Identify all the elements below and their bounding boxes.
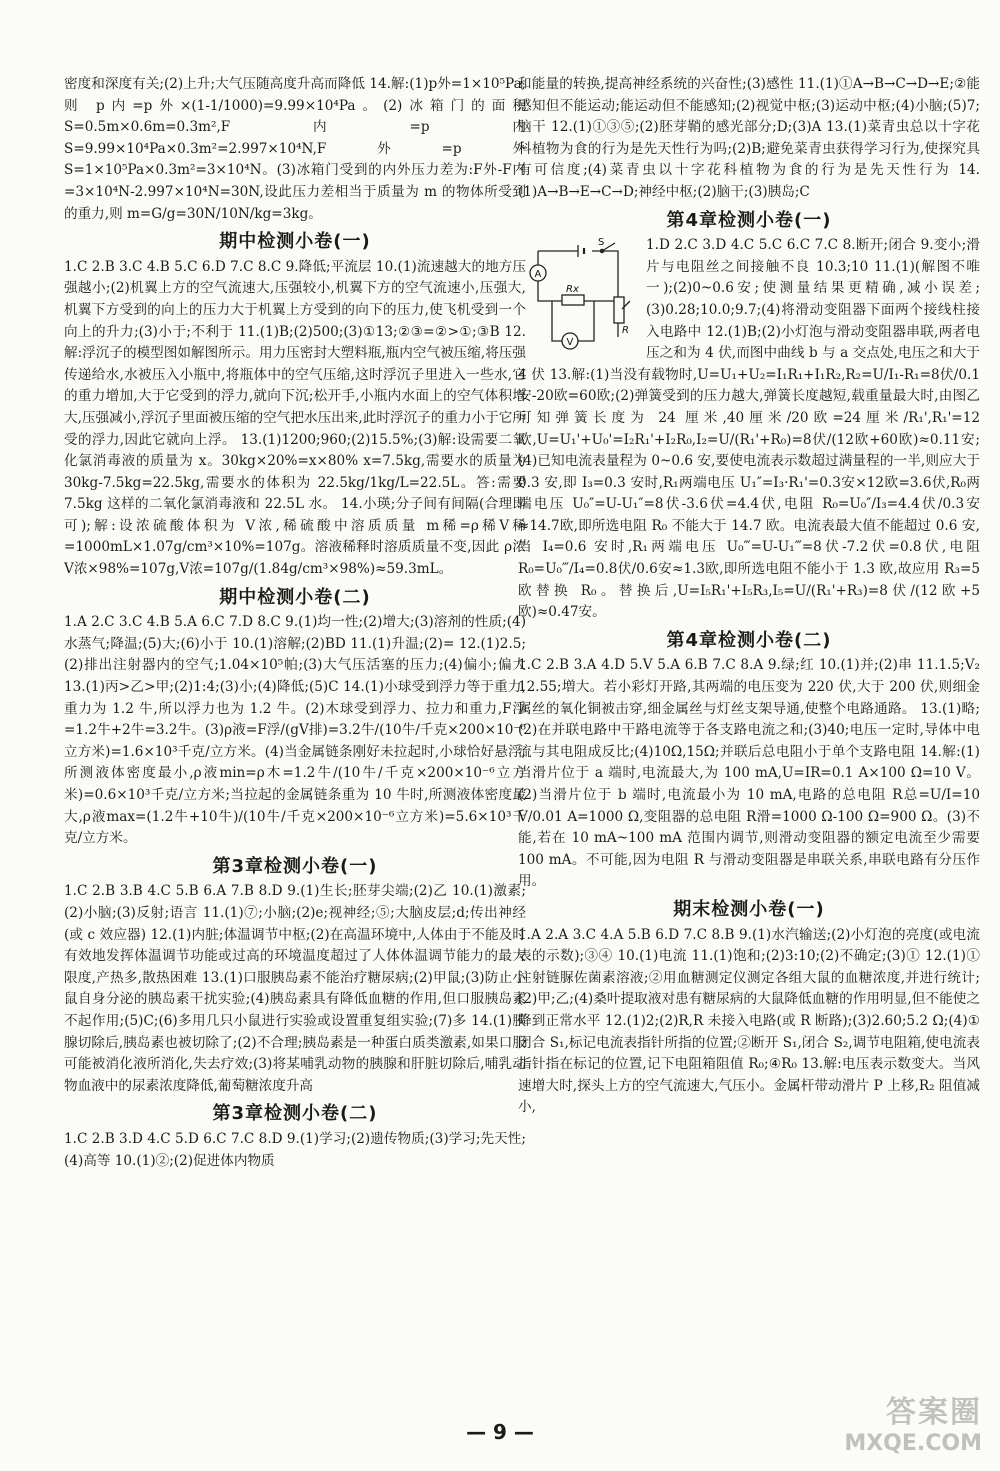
section-title: 第3章检测小卷(二) [212,1103,378,1125]
section-title: 期中检测小卷(二) [219,586,371,608]
answer-text: 1.D 2.C 3.D 4.C 5.C 6.C 7.C 8.断开;闭合 9.变小;滑片与电阻丝之间接触不良 10.3;10 11.(1)(解图不唯一);(2)0~0.6安;使测量结果更精确,减小误差;(3)0.28;10.0;9.7;(4)将滑动变阻器下面两个接线柱接入电路中 12.(1)B;(2)小灯泡与滑动变阻器串联,两者电压之和为 4 伏,而图中曲线 b 与 a 交点处,电压之和大于 4 伏 13.解:(1)当没有载物时,U=U₁+U₂=I₁R₁+I₁R₂,R₂=U/I₁-R₁=8伏/0.1安-20欧=60欧;(2)弹簧受到的压力越大,弹簧长度越短,载重量最大时,由图乙可知弹簧长度为 24 厘米,40厘米/20欧=24厘米/R₁',R₁'=12欧,U=U₁'+U₀'=I₂R₁'+I₂R₀,I₂=U/(R₁'+R₀)=8伏/(12欧+60欧)≈0.11安;(4)已知电流表量程为 0~0.6 安,要使电流表示数超过满量程的一半,则应大于 0.3 安,即 I₃=0.3 安时,R₁两端电压 U₁″=I₃·R₁'=0.3安×12欧=3.6伏,R₀两端电压 U₀″=U-U₁″=8伏-3.6伏=4.4伏,电阻 R₀=U₀″/I₃=4.4伏/0.3安≈14.7欧,即所选电阻 R₀ 不能大于 14.7 欧。电流表最大值不能超过 0.6 安,当 I₄=0.6 安时,R₁两端电压 U₀‴=U-U₁‴=8伏-7.2伏=0.8伏,电阻 R₀=U₀‴/I₄=0.8伏/0.6安≈1.3欧,即所选电阻不能小于 1.3 欧,故应用 R₃=5 欧替换 R₀。替换后,U=I₅R₁'+I₅R₃,I₅=U/(R₁'+R₃)=8伏/(12欧+5欧)≈0.47安。 [518,237,980,621]
section-title: 期中检测小卷(一) [219,231,371,253]
answer-paragraph: 1.A 2.A 3.C 4.A 5.B 6.D 7.C 8.B 9.(1)水汽输送;(2)小灯泡的亮度(或电流表的示数);③④ 10.(1)电流 11.(1)饱和;(2)3:10;(2)不确定;(3)① 12.(1)①注射链脲佐菌素溶液;②用血糖测定仪测定各组大鼠的血糖浓度,并进行统计;(2)甲;乙;(4)桑叶提取液对患有糖尿病的大鼠降低血糖的作用明显,但不能使之降到正常水平 12.(1)2;(2)R,R 未接入电路(或 R 断路);(3)2.60;5.2 Ω;(4)①闭合 S₁,标记电流表指针所指的位置;②断开 S₁,闭合 S₂,调节电阻箱,使电流表指针指在标记的位置,记下电阻箱阻值 R₀;④R₀ 13.解:电压表示数变大。当风速增大时,探头上方的空气流速大,气压小。金属杆带动滑片 P 上移,R₂ 阻值减小, [518,926,980,1116]
page-number: — 9 — [466,1420,534,1444]
circuit-label-switch: S [598,237,605,249]
answer-paragraph: 1.C 2.B 3.C 4.B 5.C 6.D 7.C 8.C 9.降低;平流层 10.(1)流速越大的地方压强越小;(2)机翼上方的空气流速大,压强较小,机翼下方的空气流速小,压强大,机翼下方受到的向上的压力大于机翼上方受到的向下的压力,使飞机受到一个向上的升力;(3)小于;不利于 11.(1)B;(2)500;(3)①13;②③=②>①;③B 12.解:浮沉子的模型图如解图所示。用力压密封大塑料瓶,瓶内空气被压缩,将压强传递给水,水被压入小瓶中,将瓶体中的空气压缩,这时浮沉子里进入一些水,它的重力增加,大于它受到的浮力,就向下沉;松开手,小瓶内水面上的空气体积增大,压强减小,浮沉子里面被压缩的空气把水压出来,此时浮沉子的重力小于它所受的浮力,因此它就向上浮。 13.(1)1200;960;(2)15.5%;(3)解:设需要二氧化氯消毒液的质量为 x。30kg×20%=x×80% x=7.5kg,需要水的质量为 30kg-7.5kg=22.5kg,需要水的体积为 22.5kg/1kg/L=22.5L。答:需要 7.5kg 这样的二氧化氯消毒液和 22.5L 水。 14.小瑛;分子间有间隔(合理即可);解:设浓硫酸体积为 V浓,稀硫酸中溶质质量 m稀=ρ稀V稀=1000mL×1.07g/cm³×10%=107g。溶液稀释时溶质质量不变,因此 ρ浓V浓×98%=107g,V浓=107g/(1.84g/cm³×98%)≈59.3mL。 [64,258,526,578]
answer-paragraph: 1.C 2.B 3.D 4.C 5.D 6.C 7.C 8.D 9.(1)学习;(2)遗传物质;(3)学习;先天性;(4)高等 10.(1)②;(2)促进体内物质 [64,1130,526,1169]
circuit-label-voltmeter: V [566,337,574,349]
circuit-label-rheostat: R [622,325,629,337]
circuit-label-rx: Rx [566,284,579,296]
watermark-logo [772,1387,982,1457]
answer-paragraph [518,235,980,624]
right-column [518,74,980,1119]
section-title: 第4章检测小卷(二) [666,629,832,651]
answer-paragraph: 1.C 2.B 3.B 4.C 5.B 6.A 7.B 8.D 9.(1)生长;胚芽尖端;(2)乙 10.(1)激素;(2)小脑;(3)反射;语言 11.(1)⑦;小脑;(2)e;视神经;⑤;大脑皮层;d;传出神经(或 c 效应器) 12.(1)内脏;体温调节中枢;(2)在高温环境中,人体由于不能及时有效地发挥体温调节功能或过高的环境温度超过了人体体温调节能力的最大限度,产热多,散热困难 13.(1)口服胰岛素不能治疗糖尿病;(2)甲鼠;(3)防止小鼠自身分泌的胰岛素干扰实验;(4)胰岛素具有降低血糖的作用,但口服胰岛素不起作用;(5)C;(6)多用几只小鼠进行实验或设置重复组实验;(7)多 14.(1)胰腺切除后,胰岛素也被切除了;(2)不合理;胰岛素是一种蛋白质类激素,如果口服可能被消化液所消化,失去疗效;(3)将某哺乳动物的胰腺和肝脏切除后,哺乳动物血液中的尿素浓度降低,葡萄糖浓度升高 [64,883,526,1094]
section-title: 第3章检测小卷(一) [212,855,378,877]
section-title: 期末检测小卷(一) [673,898,825,920]
answer-paragraph: 1.A 2.C 3.C 4.B 5.A 6.C 7.D 8.C 9.(1)均一性;(2)增大;(3)溶剂的性质;(4)水蒸气;降温;(5)大;(6)小于 10.(1)溶解;(2)BD 11.(1)升温;(2)= 12.(1)2.5;(2)排出注射器内的空气;1.04×10⁵帕;(3)大气压活塞的压力;(4)偏小;偏大 13.(1)丙>乙>甲;(2)1:4;(3)小;(4)降低;(5)C 14.(1)小球受到浮力等于重力,重力为 1.2 牛,所以浮力也为 1.2 牛。(2)木球受到浮力、拉力和重力,F浮=1.2牛+2牛=3.2牛。(3)ρ液=F浮/(gV排)=3.2牛/(10牛/千克×200×10⁻⁶立方米)=1.6×10³千克/立方米。(4)当金属链条刚好未拉起时,小球恰好悬浮,所测液体密度最小,ρ液min=ρ木=1.2牛/(10牛/千克×200×10⁻⁶立方米)=0.6×10³千克/立方米;当拉起的金属链条重为 10 牛时,所测液体密度最大,ρ液max=(1.2牛+10牛)/(10牛/千克×200×10⁻⁶立方米)=5.6×10³千克/立方米。 [64,614,526,847]
circuit-label-ammeter: A [534,269,542,281]
answer-paragraph: 和能量的转换,提高神经系统的兴奋性;(3)感性 11.(1)①A→B→C→D→E;②能感知但不能运动;能运动但不能感知;(2)视觉中枢;(3)运动中枢;(4)小脑;(5)7;脑干 12.(1)①③⑤;(2)胚芽鞘的感光部分;D;(3)A 13.(1)菜青虫总以十字花科植物为食的行为是先天性行为吗;(2)B;避免菜青虫获得学习行为,使探究具有可信度;(4)菜青虫以十字花科植物为食的行为是先天性行为 14.(1)A→B→E→C→D;神经中枢;(2)脑干;(3)胰岛;C [518,76,980,200]
circuit-diagram [518,237,636,357]
watermark-line2: MXQE.COM [844,1431,982,1456]
watermark-line1: 答案圈 [886,1395,982,1430]
answer-paragraph: 密度和深度有关;(2)上升;大气压随高度升高而降低 14.解:(1)p外=1×10⁵Pa,则 p内=p外×(1-1/1000)=9.99×10⁴Pa。(2)冰箱门的面积 S=0.5m×0.6m=0.3m²,F内=p内S=9.99×10⁴Pa×0.3m²=2.997×10⁴N,F外=p外S=1×10⁵Pa×0.3m²=3×10⁴N。(3)冰箱门受到的内外压力差为:F外-F内=3×10⁴N-2.997×10⁴N=30N,设此压力差相当于质量为 m 的物体所受到的重力,则 m=G/g=30N/10N/kg=3kg。 [64,76,526,222]
answer-paragraph: 1.C 2.B 3.A 4.D 5.V 5.A 6.B 7.C 8.A 9.绿;红 10.(1)并;(2)串 11.1.5;V₂ 12.55;増大。若小彩灯开路,其两端的电压变为 220 伏,大于 200 伏,则细金属丝的氧化铜被击穿,细金属丝与灯丝支架导通,使整个电路通路。 13.(1)略;(2)在并联电路中干路电流等于各支路电流之和;(3)40;电压一定时,导体中电流与其电阻成反比;(4)10Ω,15Ω;并联后总电阻小于单个支路电阻 14.解:(1)当滑片位于 a 端时,电流最大,为 100 mA,U=IR=0.1 A×100 Ω=10 V。(2)当滑片位于 b 端时,电流最小为 10 mA,电路的总电阻 R总=U/I=10 V/0.01 A=1000 Ω,变阻器的总电阻 R滑=1000 Ω-100 Ω=900 Ω。(3)不能,若在 10 mA~100 mA 范围内调节,则滑动变阻器的额定电流至少需要 100 mA。不可能,因为电阻 R 与滑动变阻器是串联关系,串联电路有分压作用。 [518,657,980,890]
section-title: 第4章检测小卷(一) [666,209,832,231]
left-column [64,74,526,1172]
